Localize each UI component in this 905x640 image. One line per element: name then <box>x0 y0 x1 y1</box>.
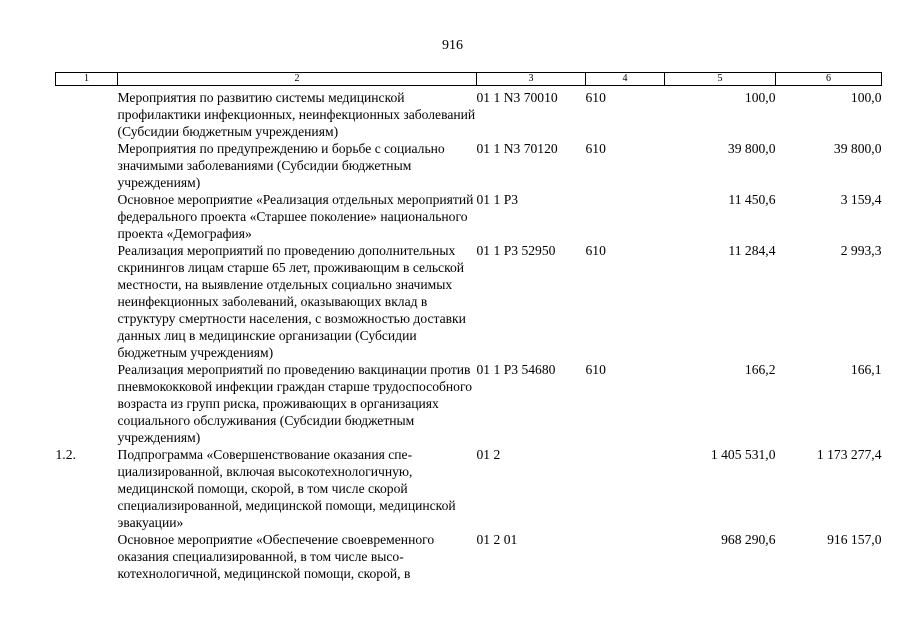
page-number: 916 <box>442 38 463 53</box>
row-code: 01 1 N3 70010 <box>476 90 558 105</box>
table-row <box>56 242 882 361</box>
row-sum-2: 3 159,4 <box>840 192 882 207</box>
column-header-5: 5 <box>665 73 776 86</box>
row-number <box>56 361 118 446</box>
row-sum-2: 916 157,0 <box>827 532 882 547</box>
budget-table <box>55 72 882 582</box>
column-header-2: 2 <box>118 73 477 86</box>
column-header-6: 6 <box>776 73 882 86</box>
row-number <box>56 86 118 141</box>
column-header-3: 3 <box>477 73 586 86</box>
row-code: 01 2 01 <box>476 532 518 547</box>
row-expense-type <box>586 446 665 531</box>
row-code: 01 1 P3 54680 <box>476 362 556 377</box>
row-sum-2: 39 800,0 <box>833 141 882 156</box>
table-row <box>56 140 882 191</box>
row-sum-1: 968 290,6 <box>721 532 776 547</box>
table-row <box>56 361 882 446</box>
row-code: 01 1 P3 <box>476 192 519 207</box>
row-number <box>56 191 118 242</box>
row-expense-type: 610 <box>585 362 606 377</box>
row-name: Реализация мероприятий по проведению вакцинации против пневмококковой инфекции граждан старше трудоспособного возраста из групп риска, проживающих в организациях социального обслуживания (Субсидии бюджетным учреждениям) <box>117 362 473 445</box>
row-number <box>56 531 118 582</box>
table-row <box>56 531 882 582</box>
table-row <box>56 86 882 141</box>
row-expense-type: 610 <box>585 90 606 105</box>
row-sum-1: 11 450,6 <box>728 192 776 207</box>
row-number: 1.2. <box>55 447 76 462</box>
row-sum-2: 1 173 277,4 <box>816 447 882 462</box>
row-code: 01 1 P3 52950 <box>476 243 556 258</box>
row-name: Основное мероприятие «Обеспечение своевременного оказания специализированной, в том числе высокотехнологичной, медицинской помощи, скорой, в <box>117 532 435 581</box>
row-code: 01 1 N3 70120 <box>476 141 558 156</box>
row-sum-2: 166,1 <box>850 362 882 377</box>
row-sum-1: 100,0 <box>744 90 776 105</box>
row-code: 01 2 <box>476 447 501 462</box>
row-name: Мероприятия по предупреждению и борьбе с социально значимыми заболеваниями (Субсидии бюджетным учреждениям) <box>117 141 445 190</box>
table-row <box>56 191 882 242</box>
row-expense-type <box>586 191 665 242</box>
column-header-4: 4 <box>586 73 665 86</box>
row-sum-1: 11 284,4 <box>728 243 776 258</box>
row-name: Основное мероприятие «Реализация отдельных мероприятий федерального проекта «Старшее поколение» национального проекта «Демография» <box>117 192 474 241</box>
column-header-1: 1 <box>56 73 118 86</box>
row-sum-2: 100,0 <box>850 90 882 105</box>
row-expense-type: 610 <box>585 141 606 156</box>
row-name: Подпрограмма «Совершенствование оказания специализированной, включая высокотехнологичную, медицинской помощи, скорой, в том числе скорой специализированной, медицинской помощи, медицинской эвакуации» <box>117 447 456 530</box>
row-expense-type <box>586 531 665 582</box>
row-sum-1: 1 405 531,0 <box>710 447 776 462</box>
row-sum-2: 2 993,3 <box>840 243 882 258</box>
row-expense-type: 610 <box>585 243 606 258</box>
row-sum-1: 39 800,0 <box>727 141 776 156</box>
row-name: Мероприятия по развитию системы медицинской профилактики инфекционных, неинфекционных заболеваний (Субсидии бюджетным учреждениям) <box>117 90 476 139</box>
column-number-row <box>56 73 882 86</box>
row-sum-1: 166,2 <box>744 362 776 377</box>
row-number <box>56 242 118 361</box>
table-row <box>56 446 882 531</box>
row-name: Реализация мероприятий по проведению дополнительных скринингов лицам старше 65 лет, проживающим в сельской местности, на выявление отдельных социально значимых неинфекционных заболеваний, оказывающих вклад в структуру смертности населения, с возможностью доставки данных лиц в медицинские организации (Субсидии бюджетным учреждениям) <box>117 243 466 360</box>
row-number <box>56 140 118 191</box>
